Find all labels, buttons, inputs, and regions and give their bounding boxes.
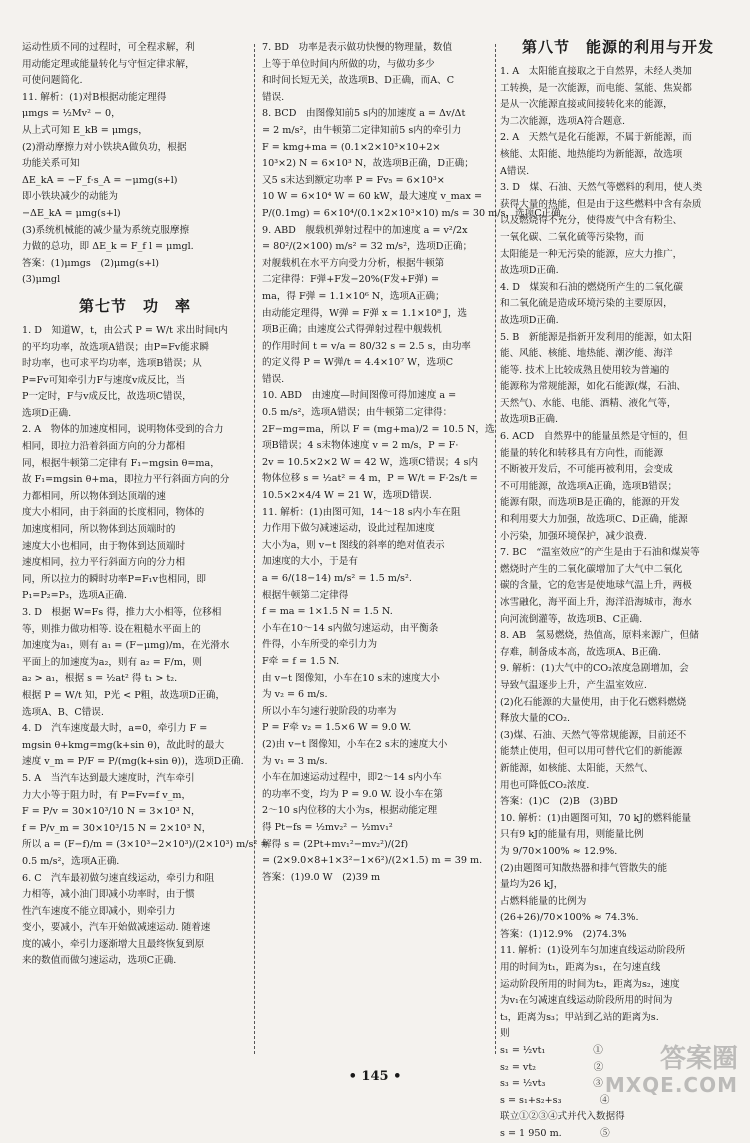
text-line: 5. A 当汽车达到最大速度时，汽车牵引 (22, 772, 195, 784)
text-line: 为 v₁ = 3 m/s. (262, 755, 328, 767)
text-line: 小车在10～14 s内做匀速运动，由平衡条 (262, 622, 439, 634)
text-line: 2F−mg=ma，所以 F = (mg+ma)/2 = 10.5 N，选 (262, 423, 495, 435)
text-line: 不断被开发后，不可能再被利用，会变成 (500, 464, 673, 476)
text-line: 速度相同，拉力平行斜面方向的分力相 (22, 557, 186, 569)
text-line: 能、风能、核能、地热能、潮汐能、海洋 (500, 348, 673, 360)
text-line: 冰雪融化，海平面上升，海洋沿海城市，海水 (500, 597, 692, 608)
text-line: 用动能定理或能量转化与守恒定律求解， (22, 58, 195, 70)
text-line: s = 1 950 m. ⑤ (500, 1128, 610, 1139)
text-line: 度的减小，牵引力逐渐增大且最终恢复到原 (22, 938, 205, 950)
text-line: 2. A 天然气是化石能源，不属于新能源，而 (500, 132, 692, 144)
text-line: F牵 = f = 1.5 N. (262, 655, 340, 667)
text-line: 二定律得：F弹+F发−20%(F发+F弹) = (262, 274, 439, 286)
text-line: 加速度为a₁，则有 a₁ = (F−μmg)/m，在光滑水 (22, 640, 230, 652)
text-line: 又5 s末达到额定功率 P = Fv₅ = 6×10³× (262, 174, 445, 186)
text-line: ma，得 F弹 = 1.1×10⁶ N，选项A正确； (262, 290, 445, 302)
text-line: 6. ACD 自然界中的能量虽然是守恒的，但 (500, 431, 688, 443)
text-line: 和二氧化硫是造成环境污染的主要原因， (500, 298, 673, 310)
section-title-energy: 第八节 能源的利用与开发 (521, 38, 714, 56)
text-line: 故选项B正确. (500, 414, 559, 426)
text-line: 11. 解析：(1)设列车匀加速直线运动阶段所 (500, 945, 686, 957)
text-line: (2)由 v−t 图像知，小车在2 s末的速度大小 (262, 738, 448, 750)
text-line: f = P/v_m = 30×10³/15 N = 2×10³ N， (22, 822, 212, 834)
text-line: 6. C 汽车最初做匀速直线运动，牵引力和阻 (22, 872, 215, 884)
text-line: 解得 s = (2Pt+mv₁²−mv₂²)/(2f) (262, 838, 409, 850)
text-line: 1. A 太阳能直接取之于自然界，未经人类加 (500, 66, 692, 77)
text-line: 根据 P = W/t 知，P光 < P粗，故选项D正确， (22, 689, 226, 701)
answer-block (22, 40, 248, 289)
text-line: 时功率，也可求平均功率，选项B错误；从 (22, 358, 202, 370)
text-line: 得 Pt−fs = ½mv₂² − ½mv₁² (262, 821, 393, 833)
text-line: 错误. (262, 91, 285, 103)
text-line: 错误. (262, 373, 285, 385)
text-line: 等，则推力做功相等. 设在粗糙水平面上的 (22, 623, 201, 635)
text-line: 则 (500, 1028, 510, 1040)
text-line: F = P/v = 30×10³/10 N = 3×10³ N， (22, 806, 201, 818)
text-line: 加速度的大小，于是有 (262, 556, 358, 568)
text-line: 从上式可知 E_kB = μmgs， (22, 124, 148, 136)
text-line: 工转换，是一次能源，而电能、氢能、焦炭都 (500, 82, 692, 94)
text-line: 4. D 汽车速度最大时，a=0，牵引力 F = (22, 723, 208, 735)
text-line: s₂ = vt₂ ② (500, 1061, 604, 1073)
text-line: 速度 v_m = P/F = P/(mg(k+sin θ))，选项D正确. (22, 756, 244, 768)
page-number: • 145 • (348, 1069, 402, 1084)
text-line: 3. D 煤、石油、天然气等燃料的利用，使人类 (500, 182, 703, 194)
text-line: 3. D 根据 W=Fs 得，推力大小相等，位移相 (22, 607, 222, 618)
text-line: 占燃料能量的比例为 (500, 895, 587, 907)
text-line: 的功率不变，均为 P = 9.0 W. 设小车在第 (262, 788, 443, 800)
text-line: 和利用要大力加强，故选项C、D正确，能源 (500, 514, 688, 526)
text-line: 所以 a = (F−f)/m = (3×10³−2×10³)/(2×10³) m/s² = (22, 839, 269, 851)
text-line: (26+26)/70×100% ≈ 74.3%. (500, 912, 639, 924)
right-column (500, 40, 736, 1143)
text-line: 10. 解析：(1)由题图可知，70 kJ的燃料能量 (500, 812, 692, 824)
text-line: 2v = 10.5×2×2 W = 42 W，选项C错误；4 s内 (262, 456, 479, 468)
watermark-logo (605, 1044, 738, 1096)
text-line: 为二次能源，选项A符合题意. (500, 115, 626, 127)
text-line: 1. D 知道W，t，由公式 P = W/t 求出时间t内 (22, 324, 228, 336)
text-line: 10. ABD 由速度—时间图像可得加速度 a = (262, 390, 457, 402)
text-line: 根据牛顿第二定律得 (262, 589, 349, 601)
text-line: 力都相同，所以物体到达顶端的速 (22, 490, 166, 502)
text-line: (3)煤、石油、天然气等常规能源，目前还不 (500, 729, 687, 741)
text-line: a₂ > a₁，根据 s = ½at² 得 t₁ > t₂. (22, 673, 178, 685)
text-line: (2)化石能源的大量使用，由于化石燃料燃烧 (500, 696, 687, 708)
text-line: 力相等，减小油门即减小功率时，由于惯 (22, 889, 195, 901)
text-line: 变小，要减小，汽车开始做减速运动. 随着速 (22, 922, 211, 934)
text-line: 以及燃烧得不充分，使得废气中含有粉尘、 (500, 215, 683, 227)
text-line: 导致气温逐步上升，产生温室效应. (500, 679, 647, 691)
text-line: 上等于单位时间内所做的功，与做功多少 (262, 58, 435, 70)
text-line: 4. D 煤炭和石油的燃烧所产生的二氧化碳 (500, 281, 683, 293)
text-line: 大小为a，则 v−t 图线的斜率的绝对值表示 (262, 539, 445, 551)
text-line: 答案：(1)12.9% (2)74.3% (500, 928, 627, 940)
text-line: 答案：(1)9.0 W (2)39 m (262, 871, 381, 883)
text-line: 能源有限，而选项B是正确的，能源的开发 (500, 497, 680, 509)
text-line: 性汽车速度不能立即减小，则牵引力 (22, 905, 176, 917)
text-line: 是从一次能源直接或间接转化来的能源， (500, 99, 673, 111)
text-line: 能量的转化和转移具有方向性，而能源 (500, 447, 664, 459)
text-line: 运动阶段所用的时间为t₂，距离为s₂，速度 (500, 978, 680, 990)
column-divider (254, 44, 255, 1054)
text-line: 存难，制备成本高，故选项A、B正确. (500, 646, 661, 658)
text-line: (3)μmgl (22, 274, 61, 286)
watermark-en: MXQE.COM (604, 1073, 738, 1097)
text-line: = (2×9.0×8+1×3²−1×6²)/(2×1.5) m = 39 m. (262, 855, 483, 867)
text-line: 选项A、B、C错误. (22, 706, 104, 718)
text-line: 的定义得 P = W弹/t = 4.4×10⁷ W，选项C (262, 357, 454, 369)
text-line: s₁ = ½vt₁ ① (500, 1045, 603, 1057)
text-line: P=Fv可知牵引力F与速度v成反比，当 (22, 374, 186, 386)
text-line: mgsin θ+kmg=mg(k+sin θ)，故此时的最大 (22, 739, 225, 751)
text-line: 不可用能源，故选项A正确，选项B错误； (500, 480, 678, 492)
text-line: 9. 解析：(1)大气中的CO₂浓度急剧增加，会 (500, 663, 689, 675)
text-line: 联立①②③④式并代入数据得 (500, 1111, 625, 1123)
text-line: 力作用下做匀减速运动，设此过程加速度 (262, 523, 435, 535)
text-line: 小污染，加强环境保护，减少浪费. (500, 530, 647, 542)
text-line: 和时间长短无关，故选项B、D正确，而A、C (262, 75, 455, 87)
answer-block (22, 323, 269, 970)
text-line: 0.5 m/s²，选项A正确. (22, 855, 120, 867)
text-line: 项B错误；4 s末物体速度 v = 2 m/s，P = F· (262, 440, 459, 452)
text-line: 答案：(1)μmgs (2)μmg(s+l) (22, 257, 159, 269)
text-line: = 2 m/s²，由牛顿第二定律知前5 s内的牵引力 (262, 124, 462, 136)
text-line: ΔE_kA = −F_f·s_A = −μmg(s+l) (22, 174, 178, 186)
text-line: 2. A 物体的加速度相同，说明物体受到的合力 (22, 424, 224, 436)
text-line: 所以小车匀速行驶阶段的功率为 (262, 705, 397, 717)
answer-block (500, 64, 736, 1143)
text-line: 10 W = 6×10⁴ W = 60 kW，最大速度 v_max = (262, 191, 482, 203)
text-line: 小车在加速运动过程中，即2～14 s内小车 (262, 772, 442, 784)
text-line: (3)系统机械能的减少量为系统克服摩擦 (22, 224, 190, 236)
text-line: A错误. (500, 165, 530, 177)
text-line: 件得，小车所受的牵引力为 (262, 639, 378, 651)
text-line: 速度大小也相同，由于物体到达顶端时 (22, 540, 186, 552)
text-line: 只有9 kJ的能量有用，则能量比例 (500, 829, 644, 841)
text-line: 项B正确；由速度公式得弹射过程中舰载机 (262, 324, 442, 336)
text-line: s₃ = ½vt₃ ③ (500, 1078, 603, 1090)
text-line: 9. ABD 舰载机弹射过程中的加速度 a = v²/2x (262, 224, 468, 236)
text-line: F = kmg+ma = (0.1×2×10³×10+2× (262, 141, 441, 153)
text-line: 可使问题简化. (22, 75, 83, 87)
text-line: 天然气)、水能、电能、酒精、液化气等， (500, 397, 677, 409)
section-title-power: 第七节 功 率 (78, 296, 191, 315)
text-line: 的作用时间 t = v/a = 80/32 s = 2.5 s，由功率 (262, 340, 471, 352)
text-line: 太阳能是一种无污染的能源，应大力推广， (500, 248, 683, 260)
text-line: 2～10 s内位移的大小为s，根据动能定理 (262, 805, 438, 817)
text-line: 为 9/70×100% ≈ 12.9%. (500, 845, 618, 857)
text-line: 能等. 技术上比较成熟且使用较为普遍的 (500, 364, 670, 376)
text-line: 10.5×2×4/4 W = 21 W，选项D错误. (262, 490, 432, 502)
text-line: P一定时，F与v成反比，故选项C错误， (22, 391, 192, 403)
text-line: 0.5 m/s²，选项A错误；由牛顿第二定律得： (262, 407, 453, 419)
text-line: 答案：(1)C (2)B (3)BD (500, 796, 618, 808)
text-line: f = ma = 1×1.5 N = 1.5 N. (262, 606, 393, 618)
text-line: 为 v₂ = 6 m/s. (262, 689, 328, 701)
text-line: (2)滑动摩擦力对小铁块A做负功，根据 (22, 141, 187, 153)
text-line: 一氧化碳、二氧化硫等污染物，而 (500, 231, 644, 243)
text-line: 度大小相同，由于斜面的长度相同，物体的 (22, 507, 205, 519)
text-line: 故选项D正确. (500, 314, 559, 326)
text-line: 新能源，如核能、太阳能，天然气、 (500, 762, 654, 774)
text-line: 来的数值而做匀速运动，选项C正确. (22, 955, 177, 967)
text-line: 7. BC “温室效应”的产生是由于石油和煤炭等 (500, 547, 700, 559)
text-line: 功能关系可知 (22, 158, 80, 170)
text-line: 由动能定理得，W弹 = F弹 x = 1.1×10⁸ J，选 (262, 307, 468, 319)
text-line: 同，所以拉力的瞬时功率P=F₁v也相同，即 (22, 573, 206, 585)
text-line: = 80²/(2×100) m/s² = 32 m/s²，选项D正确； (262, 241, 473, 253)
text-line: 为v₁在匀减速直线运动阶段所用的时间为 (500, 995, 673, 1007)
text-line: 能源称为常规能源，如化石能源(煤，石油、 (500, 381, 687, 393)
text-line: 7. BD 功率是表示做功快慢的物理量，数值 (262, 42, 453, 53)
text-line: 用也可降低CO₂浓度. (500, 779, 590, 791)
text-line: 向河流倒灌等，故选项B、C正确. (500, 613, 643, 625)
text-line: 对舰载机在水平方向受力分析，根据牛顿第 (262, 257, 445, 269)
text-line: μmgs = ½Mv² − 0， (22, 108, 121, 120)
text-line: 力大小等于阻力时，有 P=Fv=f v_m， (22, 789, 192, 801)
text-line: 物体位移 s = ½at² = 4 m，P = W/t = F·2s/t = (262, 473, 478, 485)
text-line: 同，根据牛顿第二定律有 F₁−mgsin θ=ma， (22, 457, 220, 469)
text-line: 10³×2) N = 6×10³ N，故选项B正确，D正确； (262, 158, 474, 170)
text-line: (2)由题图可知散热器和排气管散失的能 (500, 862, 668, 874)
text-line: 8. BCD 由图像知前5 s内的加速度 a = Δv/Δt (262, 108, 466, 120)
text-line: P = F牵 v₂ = 1.5×6 W = 9.0 W. (262, 722, 412, 734)
text-line: −ΔE_kA = μmg(s+l) (22, 207, 121, 219)
text-line: a = 6/(18−14) m/s² = 1.5 m/s². (262, 573, 412, 584)
text-line: P/(0.1mg) = 6×10⁴/(0.1×2×10³×10) m/s = 30 m/s，选项C正确. (262, 207, 564, 219)
text-line: 相同，即拉力沿着斜面方向的分力都相 (22, 441, 186, 453)
text-line: P₁=P₂=P₃，选项A正确. (22, 590, 127, 602)
text-line: 力做的总功，即 ΔE_k = F_f l = μmgl. (22, 241, 194, 253)
text-line: 获得大量的热能，但是由于这些燃料中含有杂质 (500, 198, 702, 210)
text-line: 能禁止使用，但可以用可替代它们的新能源 (500, 746, 683, 758)
text-line: 核能、太阳能、地热能均为新能源，故选项 (500, 148, 683, 160)
text-line: 释放大量的CO₂. (500, 713, 571, 725)
text-line: 8. AB 氢易燃烧，热值高，原料来源广，但储 (500, 630, 699, 642)
text-line: 运动性质不同的过程时，可全程求解，利 (22, 42, 195, 53)
text-line: 11. 解析：(1)对B根据动能定理得 (22, 91, 167, 103)
text-line: 平面上的加速度为a₂，则有 a₂ = F/m，则 (22, 656, 203, 668)
column-divider (495, 44, 496, 1054)
text-line: t₃，距离为s₃；甲站到乙站的距离为s. (500, 1011, 659, 1023)
text-line: 选项D正确. (22, 407, 72, 419)
text-line: 用的时间为t₁，距离为s₁，在匀速直线 (500, 962, 661, 974)
text-line: 11. 解析：(1)由图可知，14～18 s内小车在阻 (262, 506, 461, 518)
left-column (22, 40, 269, 970)
text-line: 由 v−t 图像知，小车在10 s末的速度大小 (262, 672, 440, 684)
text-line: 的平均功率，故选项A错误；由P=Fv能求瞬 (22, 341, 209, 353)
text-line: 5. B 新能源是指新开发利用的能源，如太阳 (500, 331, 692, 343)
text-line: 故 F₁=mgsin θ+ma，即拉力平行斜面方向的分 (22, 474, 230, 486)
text-line: 故选项D正确. (500, 265, 559, 277)
text-line: s = s₁+s₂+s₃ ④ (500, 1094, 610, 1106)
text-line: 碳的含量，它的危害是使地球气温上升，两极 (500, 580, 692, 592)
text-line: 加速度相同，所以物体到达顶端时的 (22, 524, 176, 536)
text-line: 燃烧时产生的二氧化碳增加了大气中二氧化 (500, 563, 683, 575)
text-line: 量均为26 kJ， (500, 879, 564, 891)
watermark-cn: 答案圈 (659, 1044, 738, 1074)
text-line: 即小铁块减少的动能为 (22, 191, 118, 203)
